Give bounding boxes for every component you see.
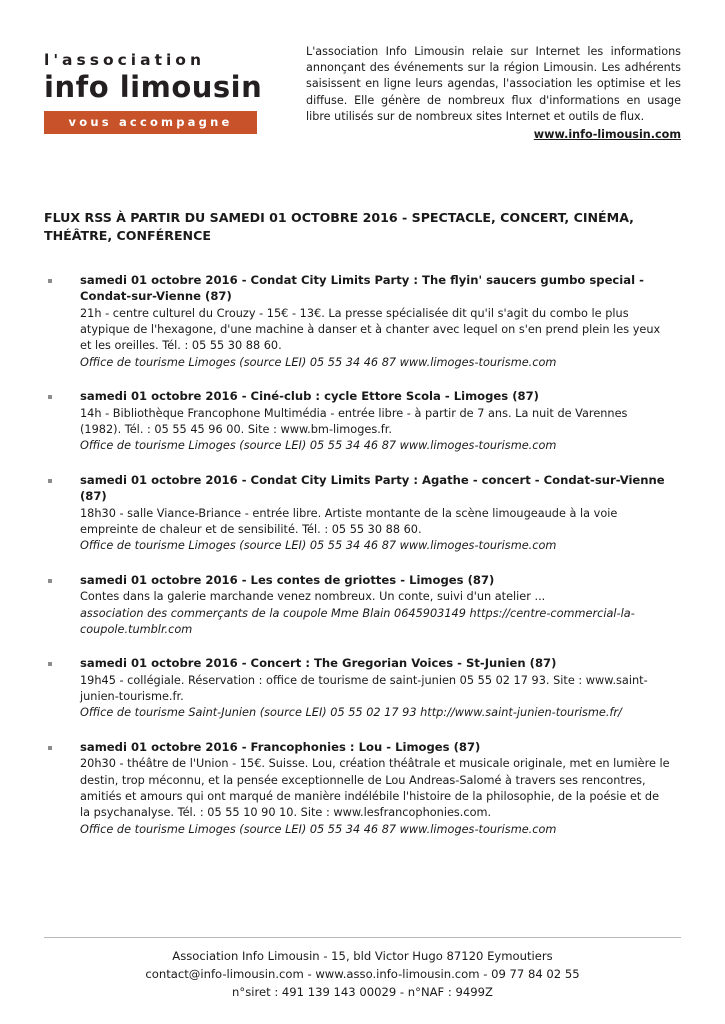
bullet-icon [44, 739, 80, 750]
bullet-icon [44, 388, 80, 399]
list-item [44, 272, 681, 371]
events-list [44, 272, 681, 839]
footer-contact: contact@info-limousin.com - www.asso.info-limousin.com - 09 77 84 02 55 [145, 967, 580, 982]
bullet-icon [44, 572, 80, 583]
event-description: Contes dans la galerie marchande venez nombreux. Un conte, suivi d'un atelier ... [80, 590, 546, 604]
association-website-link[interactable]: www.info-limousin.com [533, 128, 681, 142]
event-source: Office de tourisme Limoges (source LEI) 05 55 34 46 87 www.limoges-tourisme.com [80, 355, 557, 369]
event-source: Office de tourisme Saint-Junien (source LEI) 05 55 02 17 93 http://www.saint-junien-tourisme.fr/ [80, 706, 622, 720]
event-source: Office de tourisme Limoges (source LEI) 05 55 34 46 87 www.limoges-tourisme.com [80, 822, 557, 836]
event-body [80, 572, 681, 639]
association-logo [44, 40, 284, 134]
bullet-icon [44, 472, 80, 483]
event-source: Office de tourisme Limoges (source LEI) 05 55 34 46 87 www.limoges-tourisme.com [80, 539, 557, 553]
event-source: Office de tourisme Limoges (source LEI) 05 55 34 46 87 www.limoges-tourisme.com [80, 439, 557, 453]
event-source: association des commerçants de la coupole Mme Blain 0645903149 https://centre-commercial-la-coupole.tumblr.com [80, 606, 635, 636]
intro-block [306, 40, 681, 141]
logo-line-association: l'association [44, 51, 205, 69]
event-description: 20h30 - théâtre de l'Union - 15€. Suisse. Lou, création théâtrale et musicale originale, met en lumière le destin, trop méconnu, et la pensée exceptionnelle de Lou Andreas-Salomé à travers ses rencontres, amitiés et amours qui ont marqué de manière indélébile l'histoire de la philosophie, de la poésie et de la psychanalyse. Tél. : 05 55 10 90 10. Site : www.lesfrancophonies.com. [80, 757, 670, 820]
document-footer [44, 937, 681, 1002]
event-description: 14h - Bibliothèque Francophone Multimédia - entrée libre - à partir de 7 ans. La nuit de Varennes (1982). Tél. : 05 55 45 96 00. Site : www.bm-limoges.fr. [80, 406, 628, 436]
bullet-icon [44, 272, 80, 283]
event-body [80, 739, 681, 838]
event-body [80, 472, 681, 555]
event-description: 18h30 - salle Viance-Briance - entrée libre. Artiste montante de la scène limougeaude à la voie empreinte de chaleur et de sensibilité. Tél. : 05 55 30 88 60. [80, 506, 618, 536]
event-body [80, 655, 681, 722]
logo-tagline-bar: vous accompagne [44, 111, 257, 134]
footer-legal: n°siret : 491 139 143 00029 - n°NAF : 9499Z [232, 985, 493, 1000]
list-item [44, 572, 681, 639]
footer-address: Association Info Limousin - 15, bld Victor Hugo 87120 Eymoutiers [172, 949, 553, 964]
page-title: FLUX RSS À PARTIR DU SAMEDI 01 OCTOBRE 2016 - SPECTACLE, CONCERT, CINÉMA, THÉÂTRE, CONFÉRENCE [44, 210, 634, 244]
event-body [80, 272, 681, 371]
logo-line-info-limousin: info limousin [44, 70, 263, 105]
bullet-icon [44, 655, 80, 666]
event-title: samedi 01 octobre 2016 - Condat City Limits Party : The flyin' saucers gumbo special - Condat-sur-Vienne (87) [80, 272, 644, 304]
list-item [44, 655, 681, 722]
list-item [44, 739, 681, 838]
list-item [44, 472, 681, 555]
list-item [44, 388, 681, 455]
event-title: samedi 01 octobre 2016 - Francophonies : Lou - Limoges (87) [80, 739, 481, 754]
event-body [80, 388, 681, 455]
event-title: samedi 01 octobre 2016 - Les contes de griottes - Limoges (87) [80, 572, 495, 587]
document-header [44, 40, 681, 141]
footer-divider [44, 937, 681, 938]
intro-paragraph: L'association Info Limousin relaie sur Internet les informations annonçant des événements sur la région Limousin. Les adhérents saisissent en ligne leurs agendas, l'association les optimise et les diffuse. Elle génère de nombreux flux d'informations en usage libre utilisés sur de nombreux sites Internet et outils de flux. [306, 45, 681, 123]
event-title: samedi 01 octobre 2016 - Ciné-club : cycle Ettore Scola - Limoges (87) [80, 389, 539, 404]
event-title: samedi 01 octobre 2016 - Concert : The Gregorian Voices - St-Junien (87) [80, 656, 557, 671]
event-description: 21h - centre culturel du Crouzy - 15€ - 13€. La presse spécialisée dit qu'il s'agit du combo le plus atypique de l'hexagone, d'une machine à danser et à chanter avec lequel on s'en prend plein les yeux et les oreilles. Tél. : 05 55 30 88 60. [80, 306, 661, 353]
event-description: 19h45 - collégiale. Réservation : office de tourisme de saint-junien 05 55 02 17 93. Site : www.saint-junien-tourisme.fr. [80, 673, 648, 704]
event-title: samedi 01 octobre 2016 - Condat City Limits Party : Agathe - concert - Condat-sur-Vienne (87) [80, 472, 665, 504]
